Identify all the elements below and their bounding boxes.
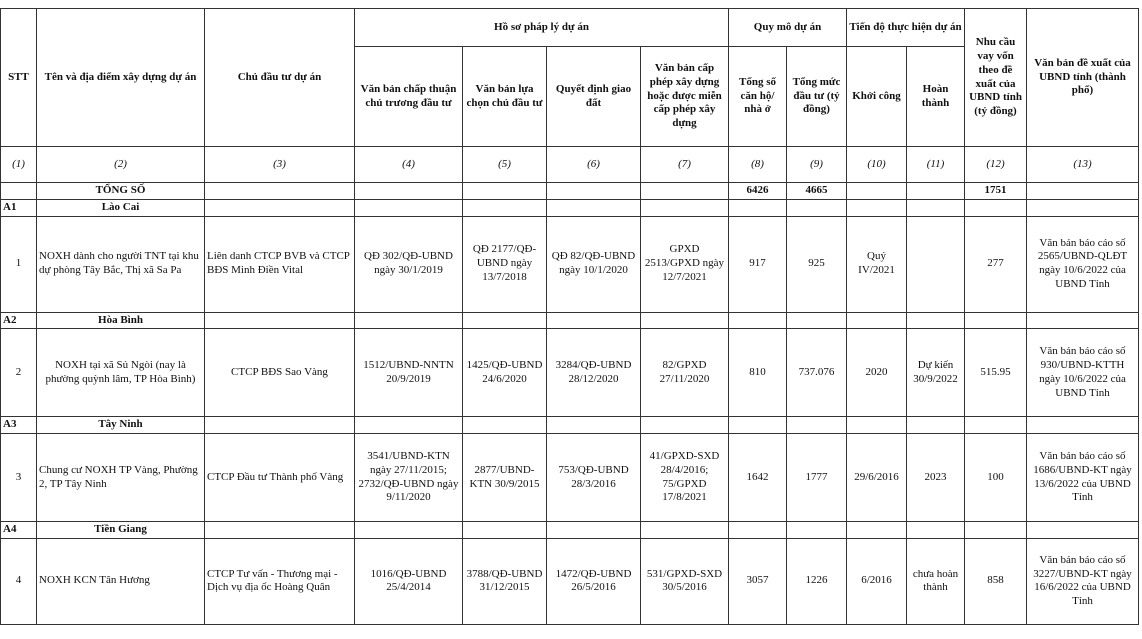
row-select-doc: 1425/QĐ-UBND 24/6/2020: [463, 329, 547, 417]
col-index: (11): [907, 147, 965, 183]
row-end: chưa hoàn thành: [907, 538, 965, 624]
row-policy-doc: 1512/UBND-NNTN 20/9/2019: [355, 329, 463, 417]
section-row: [1, 199, 1139, 216]
header-loan: Nhu cầu vay vốn theo đề xuất của UBND tỉnh (tỷ đồng): [965, 9, 1027, 147]
total-label: TỔNG SỐ: [37, 183, 205, 200]
col-index: (7): [641, 147, 729, 183]
row-stt: 2: [1, 329, 37, 417]
section-code: A4: [1, 522, 37, 539]
row-start: 2020: [847, 329, 907, 417]
project-loan-table: [0, 8, 1139, 625]
row-permit-doc: 531/GPXD-SXD 30/5/2016: [641, 538, 729, 624]
header-investor: Chủ đầu tư dự án: [205, 9, 355, 147]
row-policy-doc: 3541/UBND-KTN ngày 27/11/2015; 2732/QĐ-UBND ngày 9/11/2020: [355, 434, 463, 522]
table-row: [1, 434, 1139, 522]
row-loan: 100: [965, 434, 1027, 522]
row-project-name: NOXH dành cho người TNT tại khu dự phòng Tây Bắc, Thị xã Sa Pa: [37, 216, 205, 312]
col-index: (10): [847, 147, 907, 183]
row-stt: 4: [1, 538, 37, 624]
row-select-doc: QĐ 2177/QĐ-UBND ngày 13/7/2018: [463, 216, 547, 312]
row-units: 3057: [729, 538, 787, 624]
header-proposal: Văn bản đề xuất của UBND tỉnh (thành phố): [1027, 9, 1139, 147]
row-investor: CTCP Đầu tư Thành phố Vàng: [205, 434, 355, 522]
header-legal-land: Quyết định giao đất: [547, 47, 641, 147]
section-row: [1, 522, 1139, 539]
header-legal-policy: Văn bản chấp thuận chủ trương đầu tư: [355, 47, 463, 147]
column-index-row: [1, 147, 1139, 183]
row-policy-doc: QĐ 302/QĐ-UBND ngày 30/1/2019: [355, 216, 463, 312]
section-province: Tây Ninh: [37, 417, 205, 434]
header-row-1: [1, 9, 1139, 47]
row-invest: 925: [787, 216, 847, 312]
row-end: 2023: [907, 434, 965, 522]
section-province: Tiền Giang: [37, 522, 205, 539]
header-progress-end: Hoàn thành: [907, 47, 965, 147]
row-project-name: Chung cư NOXH TP Vàng, Phường 2, TP Tây Ninh: [37, 434, 205, 522]
col-index: (13): [1027, 147, 1139, 183]
row-investor: CTCP BĐS Sao Vàng: [205, 329, 355, 417]
row-invest: 737.076: [787, 329, 847, 417]
row-project-name: NOXH KCN Tân Hương: [37, 538, 205, 624]
row-land-doc: 753/QĐ-UBND 28/3/2016: [547, 434, 641, 522]
row-project-name: NOXH tại xã Sủ Ngòi (nay là phường quỳnh lâm, TP Hòa Bình): [37, 329, 205, 417]
row-land-doc: 1472/QĐ-UBND 26/5/2016: [547, 538, 641, 624]
col-index: (12): [965, 147, 1027, 183]
section-province: Lào Cai: [37, 199, 205, 216]
col-index: (3): [205, 147, 355, 183]
row-proposal: Văn bản báo cáo số 930/UBND-KTTH ngày 10/6/2022 của UBND Tỉnh: [1027, 329, 1139, 417]
header-scale-units: Tổng số căn hộ/ nhà ở: [729, 47, 787, 147]
table-row: [1, 329, 1139, 417]
header-stt: STT: [1, 9, 37, 147]
section-row: [1, 417, 1139, 434]
row-invest: 1226: [787, 538, 847, 624]
total-row: [1, 183, 1139, 200]
row-end: [907, 216, 965, 312]
col-index: (9): [787, 147, 847, 183]
row-proposal: Văn bản báo cáo số 3227/UBND-KT ngày 16/6/2022 của UBND Tỉnh: [1027, 538, 1139, 624]
row-units: 917: [729, 216, 787, 312]
section-code: A2: [1, 312, 37, 329]
section-code: A3: [1, 417, 37, 434]
row-units: 810: [729, 329, 787, 417]
header-scale-invest: Tổng mức đầu tư (tỷ đồng): [787, 47, 847, 147]
row-permit-doc: GPXD 2513/GPXD ngày 12/7/2021: [641, 216, 729, 312]
header-project-name: Tên và địa điểm xây dựng dự án: [37, 9, 205, 147]
row-permit-doc: 82/GPXD 27/11/2020: [641, 329, 729, 417]
row-permit-doc: 41/GPXD-SXD 28/4/2016; 75/GPXD 17/8/2021: [641, 434, 729, 522]
row-land-doc: QĐ 82/QĐ-UBND ngày 10/1/2020: [547, 216, 641, 312]
row-investor: Liên danh CTCP BVB và CTCP BĐS Minh Điền Vital: [205, 216, 355, 312]
row-land-doc: 3284/QĐ-UBND 28/12/2020: [547, 329, 641, 417]
row-proposal: Văn bản báo cáo số 1686/UBND-KT ngày 13/6/2022 của UBND Tỉnh: [1027, 434, 1139, 522]
row-start: 6/2016: [847, 538, 907, 624]
row-proposal: Văn bản báo cáo số 2565/UBND-QLĐT ngày 10/6/2022 của UBND Tỉnh: [1027, 216, 1139, 312]
total-units: 6426: [729, 183, 787, 200]
col-index: (1): [1, 147, 37, 183]
header-legal-permit: Văn bản cấp phép xây dựng hoặc được miễn cấp phép xây dựng: [641, 47, 729, 147]
row-start: 29/6/2016: [847, 434, 907, 522]
total-loan: 1751: [965, 183, 1027, 200]
row-invest: 1777: [787, 434, 847, 522]
row-start: Quý IV/2021: [847, 216, 907, 312]
col-index: (8): [729, 147, 787, 183]
table-row: [1, 538, 1139, 624]
section-province: Hòa Bình: [37, 312, 205, 329]
cropped-title-strip: [0, 0, 1142, 8]
col-index: (4): [355, 147, 463, 183]
col-index: (2): [37, 147, 205, 183]
row-end: Dự kiến 30/9/2022: [907, 329, 965, 417]
row-stt: 1: [1, 216, 37, 312]
row-policy-doc: 1016/QĐ-UBND 25/4/2014: [355, 538, 463, 624]
table-row: [1, 216, 1139, 312]
header-legal-select: Văn bản lựa chọn chủ đầu tư: [463, 47, 547, 147]
row-units: 1642: [729, 434, 787, 522]
row-loan: 277: [965, 216, 1027, 312]
header-progress-start: Khởi công: [847, 47, 907, 147]
header-legal-docs: Hồ sơ pháp lý dự án: [355, 9, 729, 47]
header-scale: Quy mô dự án: [729, 9, 847, 47]
row-stt: 3: [1, 434, 37, 522]
row-select-doc: 3788/QĐ-UBND 31/12/2015: [463, 538, 547, 624]
row-loan: 515.95: [965, 329, 1027, 417]
col-index: (6): [547, 147, 641, 183]
section-row: [1, 312, 1139, 329]
row-select-doc: 2877/UBND-KTN 30/9/2015: [463, 434, 547, 522]
section-code: A1: [1, 199, 37, 216]
header-progress: Tiến độ thực hiện dự án: [847, 9, 965, 47]
col-index: (5): [463, 147, 547, 183]
row-loan: 858: [965, 538, 1027, 624]
total-invest: 4665: [787, 183, 847, 200]
row-investor: CTCP Tư vấn - Thương mại - Dịch vụ địa ốc Hoàng Quân: [205, 538, 355, 624]
